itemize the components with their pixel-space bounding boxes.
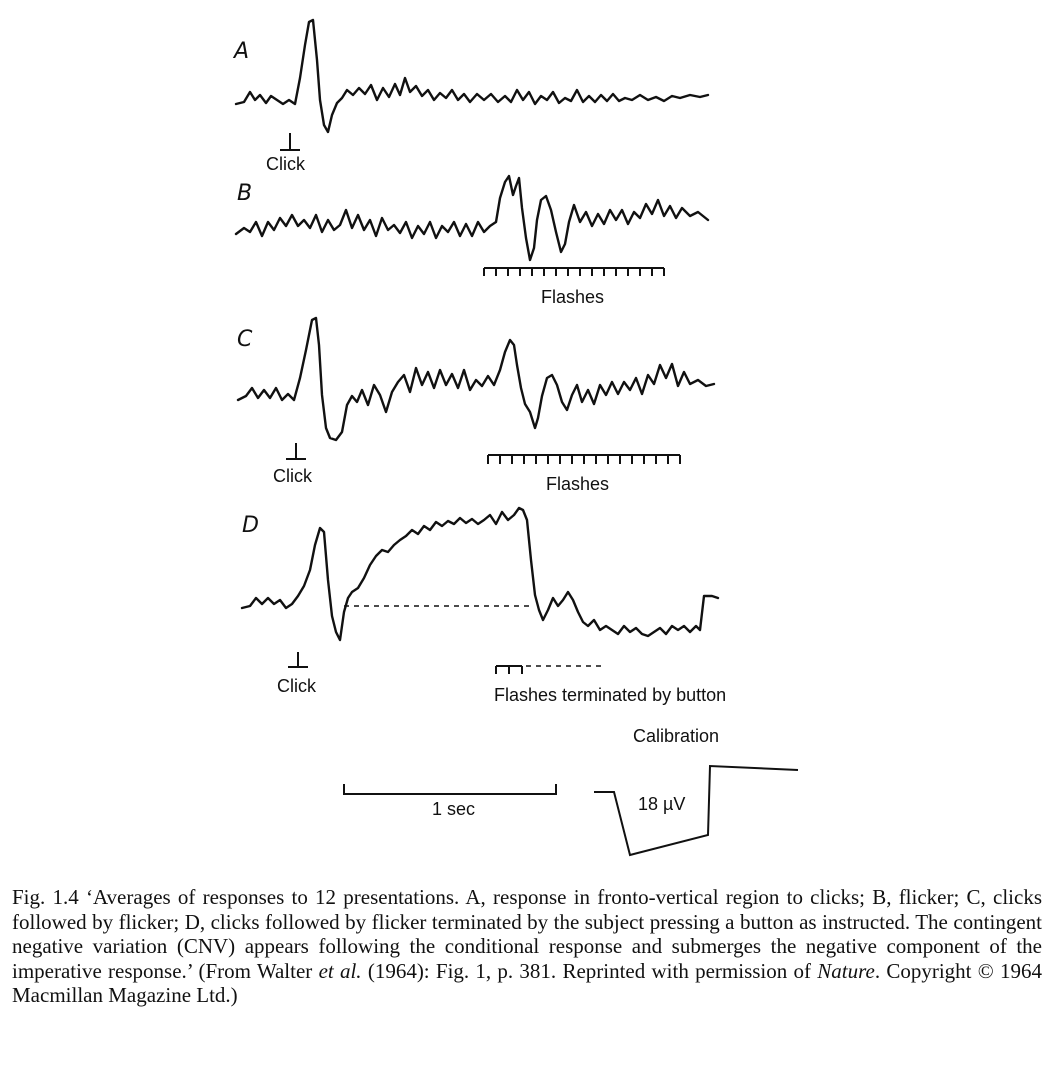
panel-c-trace <box>238 318 714 440</box>
caption-part-2: (1964): Fig. 1, p. 381. Reprinted with permission of <box>361 958 818 983</box>
panel-d-click-label: Click <box>277 676 316 696</box>
panel-a-label: A <box>234 39 250 64</box>
panel-b-flash-ticks <box>484 268 664 276</box>
panel-b-flashes-label: Flashes <box>541 287 605 307</box>
panel-b-trace <box>236 176 708 260</box>
time-scale-bar <box>344 784 556 819</box>
time-scale-label: 1 sec <box>432 799 476 819</box>
calibration <box>594 726 798 855</box>
caption-part-3: . Copyright © 1964 Macmillan Magazine Ltd.) <box>12 958 1042 1007</box>
panel-d-flashes-label: Flashes terminated by button <box>494 685 727 705</box>
panel-d-label: D <box>242 513 259 538</box>
panel-a-trace <box>236 20 708 132</box>
panel-d-flash-ticks <box>496 666 606 674</box>
panel-c-click-label: Click <box>273 466 312 486</box>
panel-c <box>237 318 714 494</box>
caption-nature: Nature <box>817 958 875 983</box>
panel-d-trace <box>242 508 718 640</box>
calibration-amplitude: 18 µV <box>638 794 686 814</box>
panel-c-flash-ticks <box>488 455 680 464</box>
calibration-title: Calibration <box>633 726 720 746</box>
panel-c-label: C <box>237 327 253 352</box>
panel-b <box>236 176 708 307</box>
caption-part-1: Fig. 1.4 ‘Averages of responses to 12 presentations. A, response in fronto-vertical region to clicks; B, flicker; C, clicks followed by flicker; D, clicks followed by flicker terminated by the subject pressing a button as instructed. The contingent negative variation (CNV) appears following the conditional response and submerges the negative component of the imperative response.’ (From Walter <box>12 885 1042 983</box>
panel-a-click-label: Click <box>266 154 305 174</box>
panel-b-label: B <box>237 181 253 206</box>
panel-a <box>232 20 708 174</box>
panel-d <box>242 508 726 705</box>
figure-caption <box>12 885 1042 1008</box>
panel-c-flashes-label: Flashes <box>546 474 610 494</box>
calibration-trace <box>594 766 798 855</box>
caption-et-al: et al. <box>318 958 362 983</box>
